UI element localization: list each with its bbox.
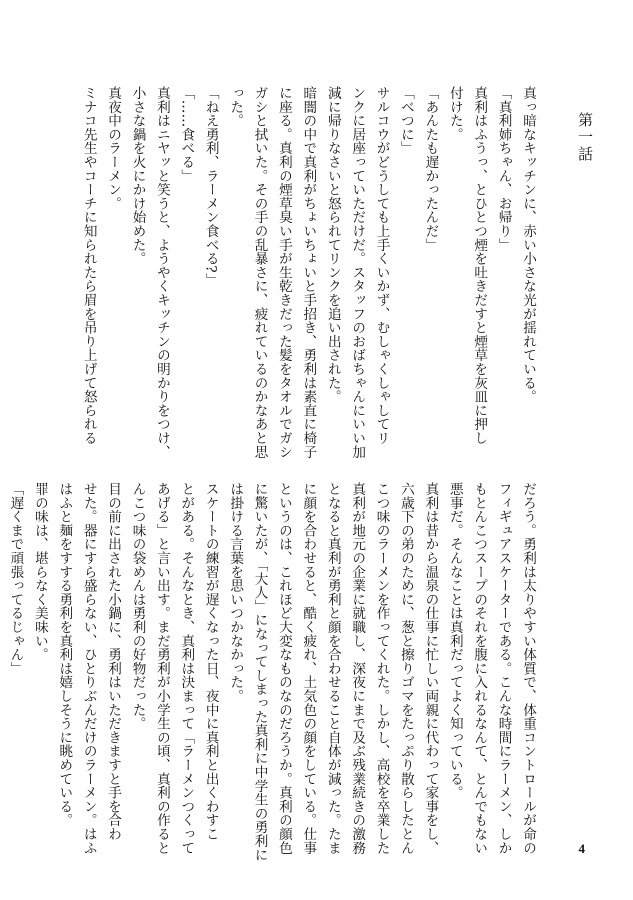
chapter-title: 第一話 — [576, 112, 594, 163]
text-line: 「真利姉ちゃん、お帰り」 — [495, 86, 512, 252]
text-line: サルコウがどうしても上手くいかず、むしゃくしゃしてリ — [373, 86, 390, 445]
bottom-text-block — [7, 482, 540, 862]
text-line: せた。器にすら盛らない、ひとりぶんだけのラーメン。はふ — [80, 482, 97, 855]
text-line: 罪の味は、堪らなく美味い。 — [31, 482, 48, 662]
text-line: ンクに居座っていただけだ。スタッフのおばちゃんにいい加 — [349, 86, 366, 459]
text-line: は掛ける言葉を思いつかなかった。 — [227, 482, 244, 703]
text-line: というのは、これほど大変なものなのだろうか。真利の顔色 — [275, 482, 292, 855]
text-line: に驚いたが、「大人」になってしまった真利に中学生の勇利に — [251, 482, 268, 862]
text-line: 「遅くまで頑張ってるじゃん」 — [7, 482, 24, 676]
text-line: 真夜中のラーメン。 — [105, 86, 122, 211]
text-line: もとんこつスープのそれを腹に入れるなんて、とんでもない — [471, 482, 488, 855]
text-line: った。 — [227, 86, 244, 128]
text-line: 真利はふうっ、とひとつ煙を吐きだすと煙草を灰皿に押し — [471, 86, 488, 445]
top-text-block — [70, 86, 540, 459]
text-line: だろう。勇利は太りやすい体質で、体重コントロールが命の — [520, 482, 536, 855]
text-line: 減に帰りなさいと怒られてリンクを追い出された。 — [324, 86, 341, 404]
text-line: 真利は昔から温泉の仕事に忙しい両親に代わって家事をし、 — [422, 482, 439, 855]
page-number: 4 — [578, 841, 585, 856]
text-line: 「あんたも遅かったんだ」 — [422, 86, 439, 252]
text-line: 真利が地元の企業に就職し、深夜にまで及ぶ残業続きの激務 — [349, 482, 366, 855]
text-line: ミナコ先生やコーチに知られたら眉を吊り上げて怒られる — [80, 86, 97, 445]
text-line: あげる」と言い出す。まだ勇利が小学生の頃、真利の作ると — [153, 482, 170, 855]
text-line: とがある。そんなとき、真利は決まって「ラーメンつくって — [178, 482, 195, 855]
text-line: ガシと拭いた。その手の乱暴さに、疲れているのかなあと思 — [251, 86, 268, 459]
text-line: はふと麺をすする勇利を真利は嬉しそうに眺めている。 — [56, 482, 73, 827]
text-line: となると真利が勇利と顔を合わせること自体が減った。たま — [324, 482, 341, 855]
text-line: 付けた。 — [446, 86, 463, 142]
text-line: スケートの練習が遅くなった日、夜中に真利と出くわすこ — [202, 482, 219, 841]
text-line: 悪事だ。そんなことは真利だってよく知っている。 — [446, 482, 463, 800]
text-line: に座る。真利の煙草臭い手が生乾きだった髪をタオルでガシ — [275, 86, 292, 459]
text-line: こつ味のラーメンを作ってくれた。しかし、高校を卒業した — [373, 482, 390, 855]
text-line: 真っ暗なキッチンに、赤い小さな光が揺れている。 — [520, 86, 536, 404]
text-line: 暗闇の中で真利がちょいちょいと手招き、勇利は素直に椅子 — [300, 86, 317, 459]
text-line: 「……食べる」 — [178, 86, 195, 183]
text-line: 「べつに」 — [397, 86, 414, 155]
text-line: 「ねえ勇利、ラーメン食べる?」 — [202, 86, 219, 287]
text-line: 真利はニヤッと笑うと、ようやくキッチンの明かりをつけ、 — [153, 86, 170, 459]
text-line: フィギュアスケーターである。こんな時間にラーメン、しか — [495, 482, 512, 855]
text-line: 小さな鍋を火にかけ始めた。 — [129, 86, 146, 266]
text-line: に顔を合わせると、酷く疲れ、土気色の顔をしている。仕事 — [300, 482, 317, 855]
text-line: 六歳下の弟のために、葱と擦りゴマをたっぷり散らしたとん — [397, 482, 414, 855]
text-line — [0, 482, 3, 836]
text-line: 目の前に出された小鍋に、勇利はいただきますと手を合わ — [105, 482, 122, 841]
text-line: んこつ味の袋めんは勇利の好物だった。 — [129, 482, 146, 731]
